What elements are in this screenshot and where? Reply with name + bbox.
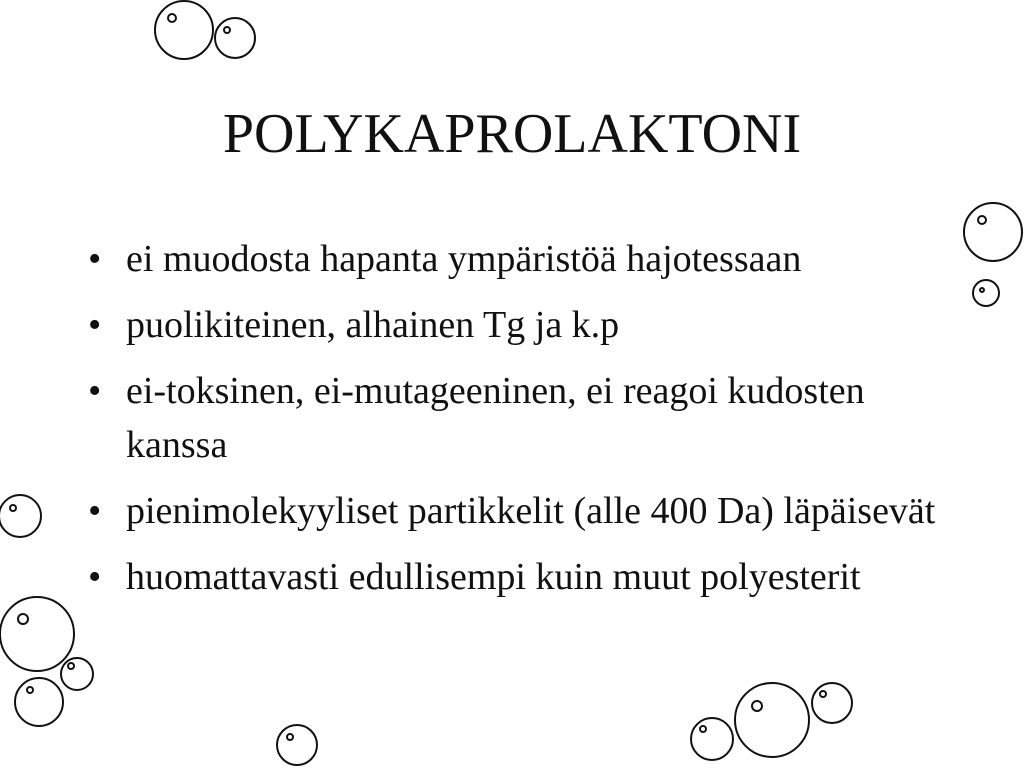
bubble	[27, 687, 33, 693]
bullet-icon: •	[88, 490, 102, 532]
bullet-text: ei muodosta hapanta ympäristöä hajotessaan	[126, 238, 802, 280]
bullet-icon: •	[88, 304, 102, 346]
bubble	[735, 683, 809, 757]
list-item	[88, 484, 968, 538]
bullet-text: pienimolekyyliset partikkelit (alle 400 Da) läpäisevät	[126, 490, 936, 532]
bubble	[277, 725, 317, 765]
bubble	[700, 726, 706, 732]
bubble	[155, 1, 213, 59]
bubble	[820, 691, 826, 697]
slide-title: POLYKAPROLAKTONI	[222, 103, 802, 165]
bubble	[973, 280, 999, 306]
bubble	[224, 27, 230, 33]
bubble	[964, 203, 1022, 261]
bubble	[691, 718, 733, 760]
bubble	[0, 597, 74, 671]
list-item	[88, 364, 968, 472]
bullet-text: huomattavasti edullisempi kuin muut polyesterit	[126, 556, 861, 598]
bubble	[15, 678, 63, 726]
bullet-text: ei-toksinen, ei-mutageeninen, ei reagoi kudosten kanssa	[126, 370, 865, 466]
bubble	[61, 658, 93, 690]
bubble	[10, 505, 16, 511]
bubble	[812, 683, 852, 723]
list-item	[88, 232, 968, 286]
bullet-icon: •	[88, 370, 102, 412]
bubble	[18, 614, 28, 624]
bubble	[980, 288, 984, 292]
bubble	[68, 663, 74, 669]
list-item	[88, 298, 968, 352]
bubble	[168, 14, 176, 22]
bubble	[0, 495, 41, 537]
bullet-icon: •	[88, 238, 102, 280]
bubble	[287, 734, 293, 740]
bubble	[752, 701, 762, 711]
bubble	[215, 18, 255, 58]
bubble	[978, 216, 986, 224]
bullet-text: puolikiteinen, alhainen Tg ja k.p	[126, 304, 620, 346]
bullet-icon: •	[88, 556, 102, 598]
list-item	[88, 550, 968, 604]
bullet-list	[88, 232, 968, 616]
